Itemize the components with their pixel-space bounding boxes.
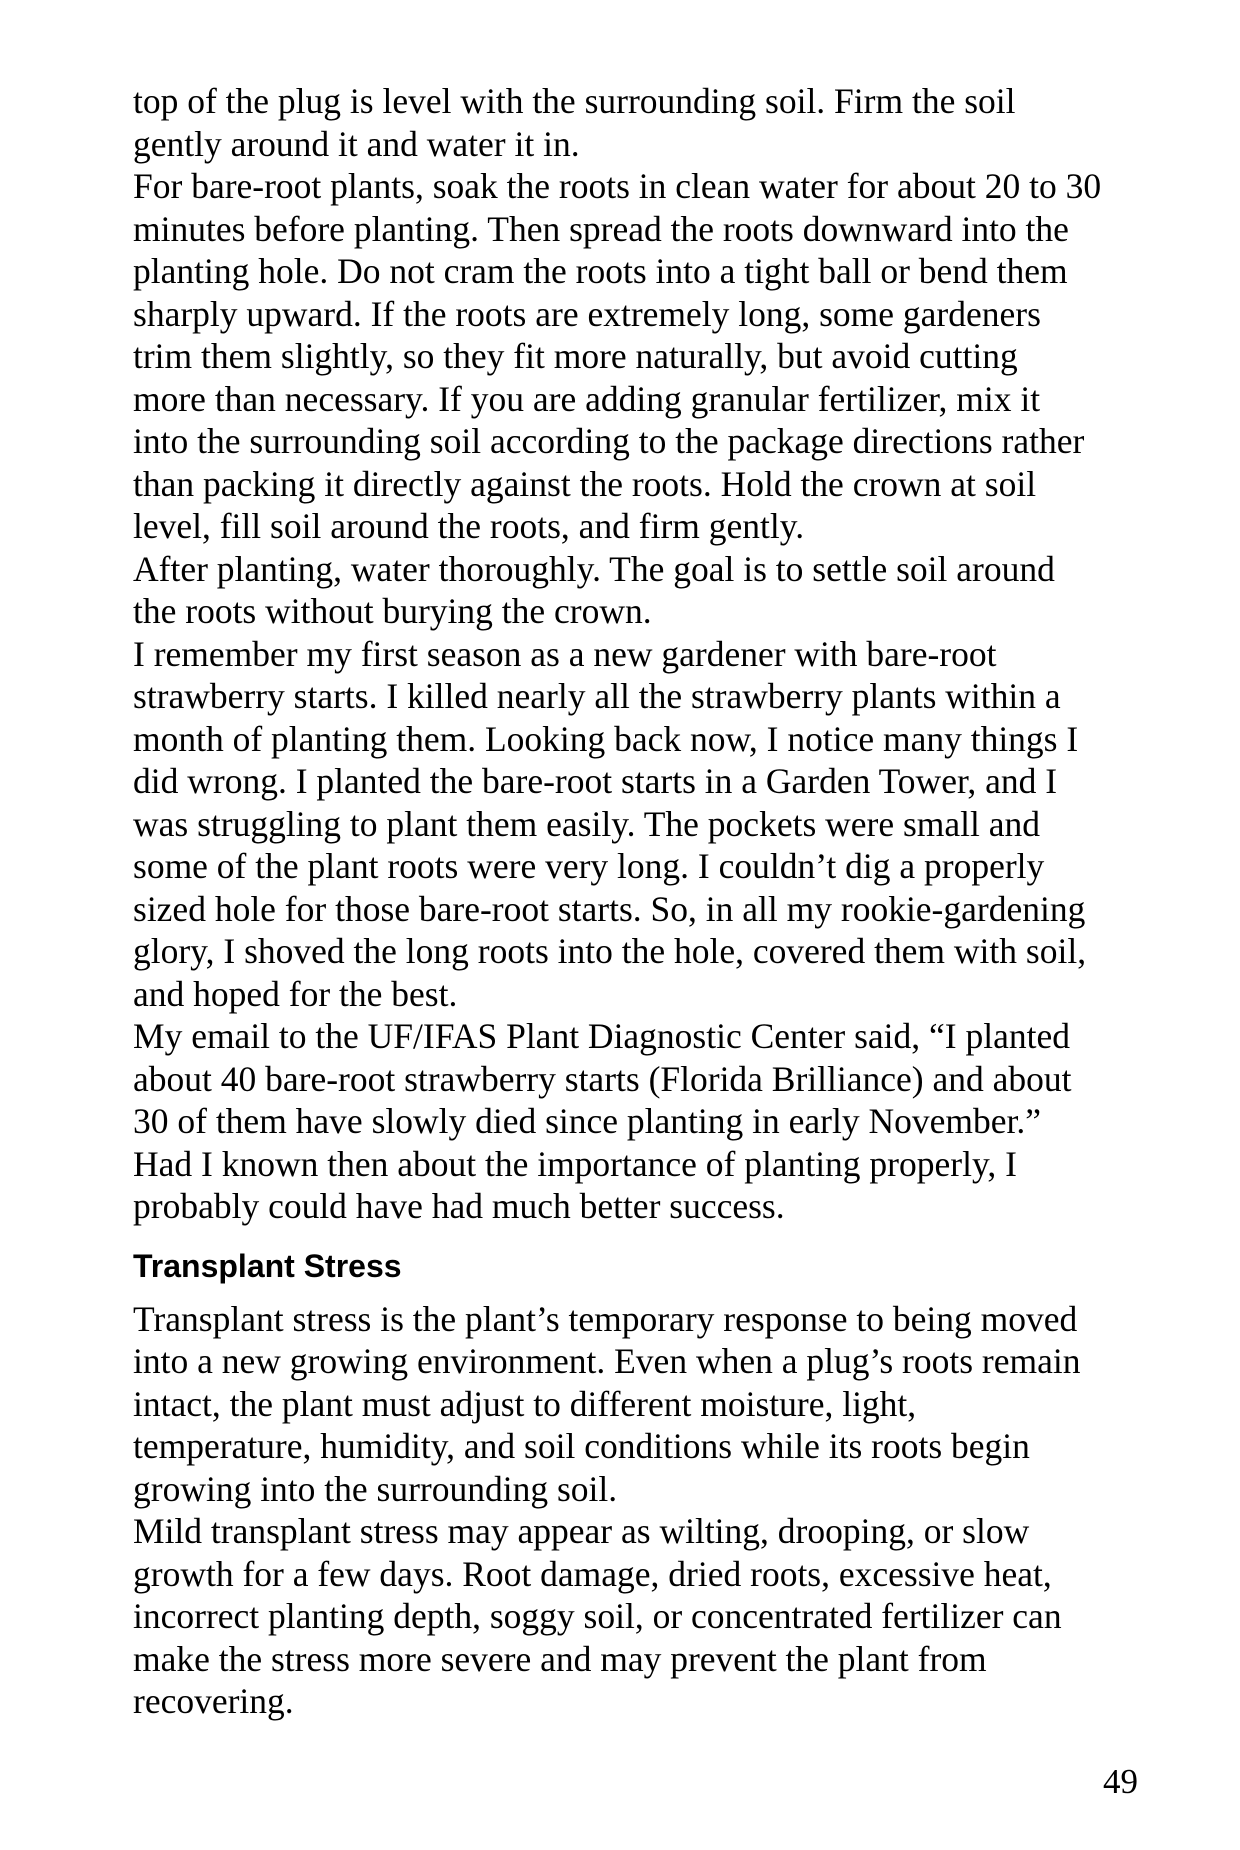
text-line: minutes before planting. Then spread the roots downward into the bbox=[133, 208, 1069, 249]
text-line: did wrong. I planted the bare-root starts in a Garden Tower, and I bbox=[133, 761, 1058, 801]
text-line: more than necessary. If you are adding granular fertilizer, mix it bbox=[133, 378, 1041, 419]
text-line: Had I known then about the importance of planting properly, I bbox=[133, 1143, 1017, 1184]
paragraph-after-planting bbox=[133, 548, 1143, 633]
paragraph-mild-transplant-stress bbox=[133, 1510, 1143, 1723]
paragraph-plug-planting bbox=[133, 80, 1143, 165]
paragraph-first-season-story bbox=[133, 633, 1143, 1016]
text-line: and hoped for the best. bbox=[133, 973, 458, 1014]
text-line: about 40 bare-root strawberry starts (Florida Brilliance) and about bbox=[133, 1058, 1072, 1099]
text-line: probably could have had much better success. bbox=[133, 1186, 785, 1226]
text-line: Mild transplant stress may appear as wilting, drooping, or slow bbox=[133, 1511, 1030, 1551]
text-line: gently around it and water it in. bbox=[133, 123, 580, 164]
text-line: top of the plug is level with the surrounding soil. Firm the soil bbox=[133, 81, 1016, 121]
text-line: growing into the surrounding soil. bbox=[133, 1468, 618, 1509]
text-line: 30 of them have slowly died since planting in early November.” bbox=[133, 1101, 1041, 1141]
text-line: intact, the plant must adjust to different moisture, light, bbox=[133, 1383, 917, 1424]
page-content bbox=[133, 80, 1143, 1723]
text-line: planting hole. Do not cram the roots into a tight ball or bend them bbox=[133, 251, 1068, 291]
text-line: into the surrounding soil according to the package directions rather bbox=[133, 421, 1085, 461]
text-line: into a new growing environment. Even when a plug’s roots remain bbox=[133, 1341, 1081, 1381]
text-line: For bare-root plants, soak the roots in clean water for about 20 to 30 bbox=[133, 166, 1102, 206]
text-line: month of planting them. Looking back now, I notice many things I bbox=[133, 718, 1079, 759]
text-line: glory, I shoved the long roots into the hole, covered them with soil, bbox=[133, 931, 1087, 971]
text-line: After planting, water thoroughly. The goal is to settle soil around bbox=[133, 548, 1055, 589]
text-line: incorrect planting depth, soggy soil, or concentrated fertilizer can bbox=[133, 1596, 1062, 1636]
text-line: Transplant stress is the plant’s temporary response to being moved bbox=[133, 1298, 1078, 1339]
text-line: growth for a few days. Root damage, dried roots, excessive heat, bbox=[133, 1553, 1052, 1594]
text-line: sharply upward. If the roots are extremely long, some gardeners bbox=[133, 293, 1041, 334]
section-heading: Transplant Stress bbox=[133, 1247, 402, 1284]
text-line: than packing it directly against the roots. Hold the crown at soil bbox=[133, 463, 1037, 504]
text-line: I remember my first season as a new gardener with bare-root bbox=[133, 633, 997, 674]
text-line: make the stress more severe and may prevent the plant from bbox=[133, 1638, 987, 1679]
paragraph-diagnostic-email bbox=[133, 1015, 1143, 1228]
text-line: recovering. bbox=[133, 1681, 294, 1721]
paragraph-transplant-stress-definition bbox=[133, 1298, 1143, 1511]
text-line: was struggling to plant them easily. The pockets were small and bbox=[133, 803, 1041, 844]
text-line: sized hole for those bare-root starts. So, in all my rookie-gardening bbox=[133, 888, 1086, 929]
text-line: My email to the UF/IFAS Plant Diagnostic Center said, “I planted bbox=[133, 1016, 1070, 1056]
text-line: trim them slightly, so they fit more naturally, but avoid cutting bbox=[133, 336, 1018, 376]
text-line: strawberry starts. I killed nearly all the strawberry plants within a bbox=[133, 676, 1061, 716]
page-number: 49 bbox=[1103, 1762, 1138, 1801]
text-line: level, fill soil around the roots, and firm gently. bbox=[133, 506, 805, 546]
paragraph-bare-root-planting bbox=[133, 165, 1143, 548]
text-line: temperature, humidity, and soil conditions while its roots begin bbox=[133, 1426, 1030, 1466]
text-line: the roots without burying the crown. bbox=[133, 591, 652, 631]
text-line: some of the plant roots were very long. I couldn’t dig a properly bbox=[133, 846, 1045, 886]
